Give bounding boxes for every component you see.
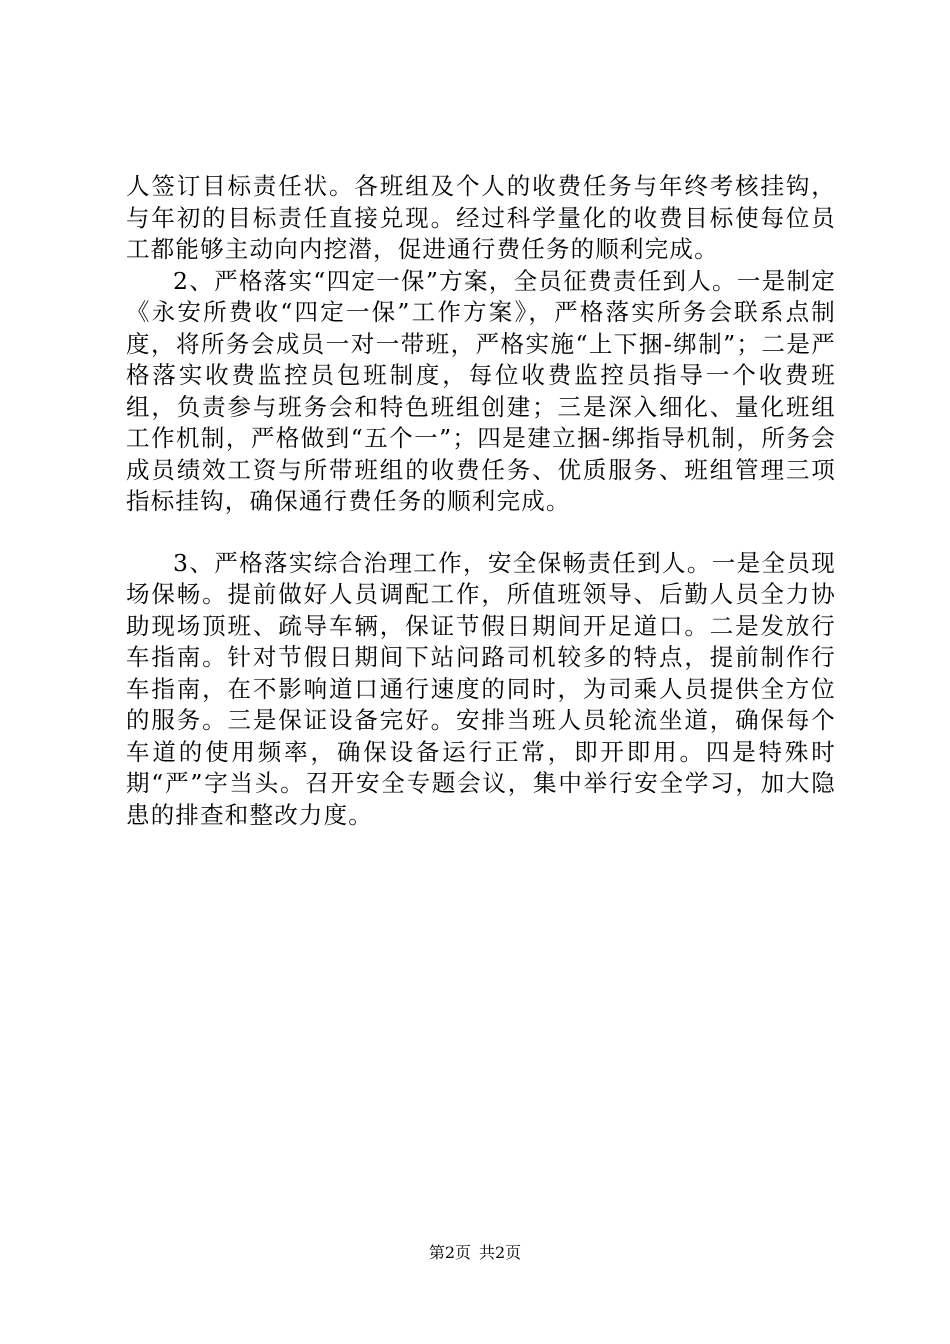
- paragraph-item-3: 3、严格落实综合治理工作，安全保畅责任到人。一是全员现场保畅。提前做好人员调配工作，所值班领导、后勤人员全力协助现场顶班、疏导车辆，保证节假日期间开足道口。二是发放行车指南。针对节假日期间下站问路司机较多的特点，提前制作行车指南，在不影响道口通行速度的同时，为司乘人员提供全方位的服务。三是保证设备完好。安排当班人员轮流坐道，确保每个车道的使用频率，确保设备运行正常，即开即用。四是特殊时期“严”字当头。召开安全专题会议，集中举行安全学习，加大隐患的排查和整改力度。: [126, 548, 836, 829]
- document-body: [126, 171, 836, 831]
- paragraph-continuation: 人签订目标责任状。各班组及个人的收费任务与年终考核挂钩，与年初的目标责任直接兑现。经过科学量化的收费目标使每位员工都能够主动向内挖潜，促进通行费任务的顺利完成。: [126, 172, 836, 263]
- paragraph-item-2: 2、严格落实“四定一保”方案，全员征费责任到人。一是制定《永安所费收“四定一保”工作方案》，严格落实所务会联系点制度，将所务会成员一对一带班，严格实施“上下捆-绑制”；二是严格落实收费监控员包班制度，每位收费监控员指导一个收费班组，负责参与班务会和特色班组创建；三是深入细化、量化班组工作机制，严格做到“五个一”；四是建立捆-绑指导机制，所务会成员绩效工资与所带班组的收费任务、优质服务、班组管理三项指标挂钩，确保通行费任务的顺利完成。: [126, 266, 836, 515]
- page-footer: [0, 1243, 950, 1263]
- page-number-total: 共2页: [479, 1243, 522, 1262]
- page-number-current: 第2页: [428, 1243, 471, 1262]
